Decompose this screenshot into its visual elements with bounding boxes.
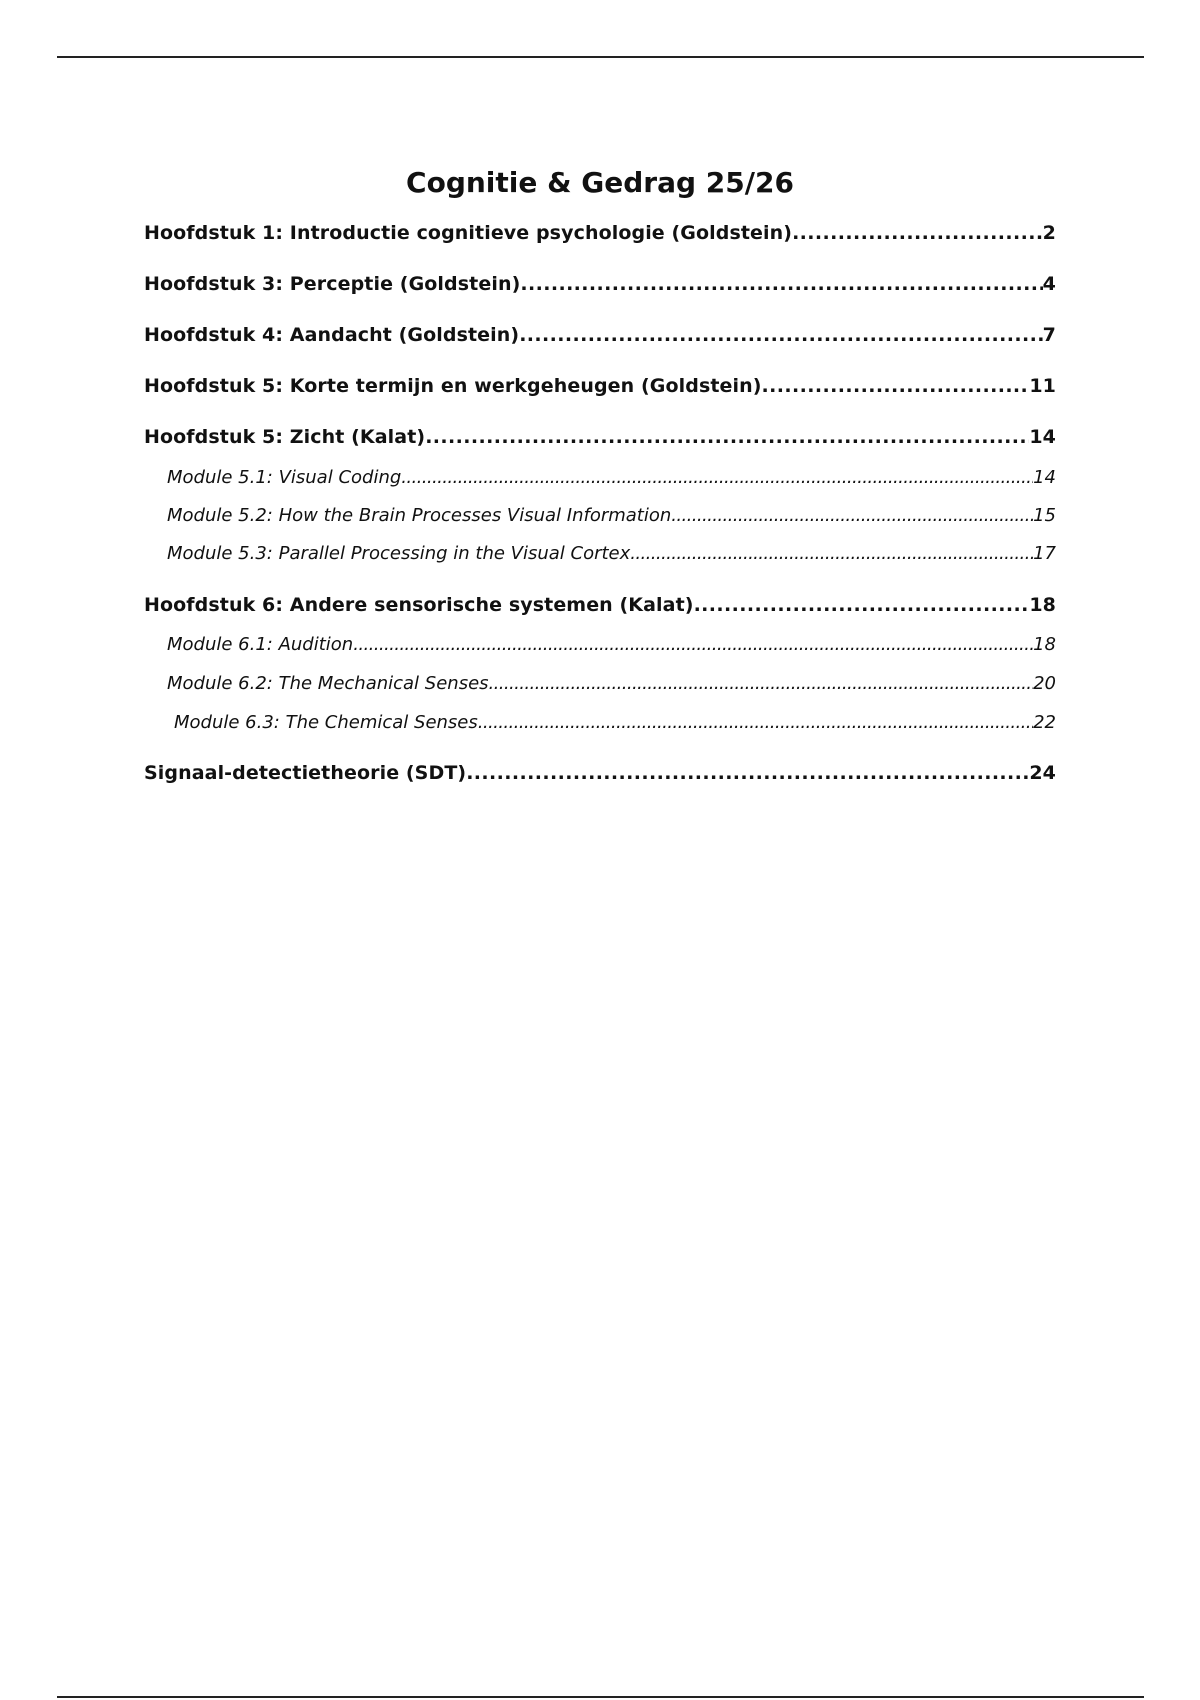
toc-entry-chapter-4[interactable]: [144, 324, 1056, 346]
toc-entry-module-6-3[interactable]: [174, 712, 1056, 733]
toc-entry-label: Module 5.3: Parallel Processing in the Visual Cortex: [167, 543, 631, 564]
toc-dot-leader: [630, 543, 1033, 564]
toc-page-number: 24: [1029, 762, 1056, 784]
toc-dot-leader: [466, 762, 1029, 784]
toc-page-number: 18: [1029, 594, 1056, 616]
toc-entry-label: Module 6.1: Audition: [167, 634, 354, 655]
toc-dot-leader: [478, 712, 1033, 733]
toc-entry-label: Module 5.1: Visual Coding: [167, 467, 402, 488]
toc-entry-module-6-2[interactable]: [167, 673, 1056, 694]
toc-entry-label: Hoofdstuk 6: Andere sensorische systemen (Kalat): [144, 594, 694, 616]
toc-entry-label: Hoofdstuk 5: Korte termijn en werkgeheugen (Goldstein): [144, 375, 762, 397]
toc-entry-label: Signaal-detectietheorie (SDT): [144, 762, 467, 784]
toc-page-number: 14: [1029, 426, 1056, 448]
toc-page-number: 15: [1033, 505, 1056, 526]
footer-rule: [57, 1696, 1144, 1698]
toc-entry-module-6-1[interactable]: [167, 634, 1056, 655]
toc-page-number: 4: [1042, 273, 1056, 295]
toc-page-number: 18: [1033, 634, 1056, 655]
toc-entry-label: Hoofdstuk 4: Aandacht (Goldstein): [144, 324, 520, 346]
toc-dot-leader: [694, 594, 1030, 616]
toc-entry-label: Module 5.2: How the Brain Processes Visual Information: [167, 505, 672, 526]
toc-entry-label: Module 6.3: The Chemical Senses: [174, 712, 478, 733]
toc-entry-label: Hoofdstuk 5: Zicht (Kalat): [144, 426, 426, 448]
toc-dot-leader: [520, 273, 1042, 295]
document-title: Cognitie & Gedrag 25/26: [406, 166, 794, 199]
toc-entry-chapter-5-kalat[interactable]: [144, 426, 1056, 448]
toc-entry-chapter-5-goldstein[interactable]: [144, 375, 1056, 397]
toc-page-number: 22: [1033, 712, 1056, 733]
toc-dot-leader: [519, 324, 1042, 346]
toc-dot-leader: [425, 426, 1029, 448]
toc-entry-chapter-6[interactable]: [144, 594, 1056, 616]
toc-dot-leader: [489, 673, 1034, 694]
toc-page-number: 14: [1033, 467, 1056, 488]
toc-dot-leader: [353, 634, 1033, 655]
toc-entry-module-5-2[interactable]: [167, 505, 1056, 526]
header-rule: [57, 56, 1144, 58]
toc-entry-label: Module 6.2: The Mechanical Senses: [167, 673, 489, 694]
toc-page-number: 20: [1033, 673, 1056, 694]
toc-dot-leader: [401, 467, 1033, 488]
toc-entry-chapter-3[interactable]: [144, 273, 1056, 295]
toc-entry-sdt[interactable]: [144, 762, 1056, 784]
toc-page-number: 7: [1042, 324, 1056, 346]
toc-page-number: 11: [1029, 375, 1056, 397]
toc-dot-leader: [792, 222, 1043, 244]
toc-page-number: 17: [1033, 543, 1056, 564]
toc-dot-leader: [762, 375, 1030, 397]
toc-page-number: 2: [1042, 222, 1056, 244]
toc-entry-chapter-1[interactable]: [144, 222, 1056, 244]
toc-entry-label: Hoofdstuk 1: Introductie cognitieve psychologie (Goldstein): [144, 222, 793, 244]
toc-entry-module-5-1[interactable]: [167, 467, 1056, 488]
toc-entry-module-5-3[interactable]: [167, 543, 1056, 564]
toc-dot-leader: [671, 505, 1033, 526]
toc-entry-label: Hoofdstuk 3: Perceptie (Goldstein): [144, 273, 521, 295]
